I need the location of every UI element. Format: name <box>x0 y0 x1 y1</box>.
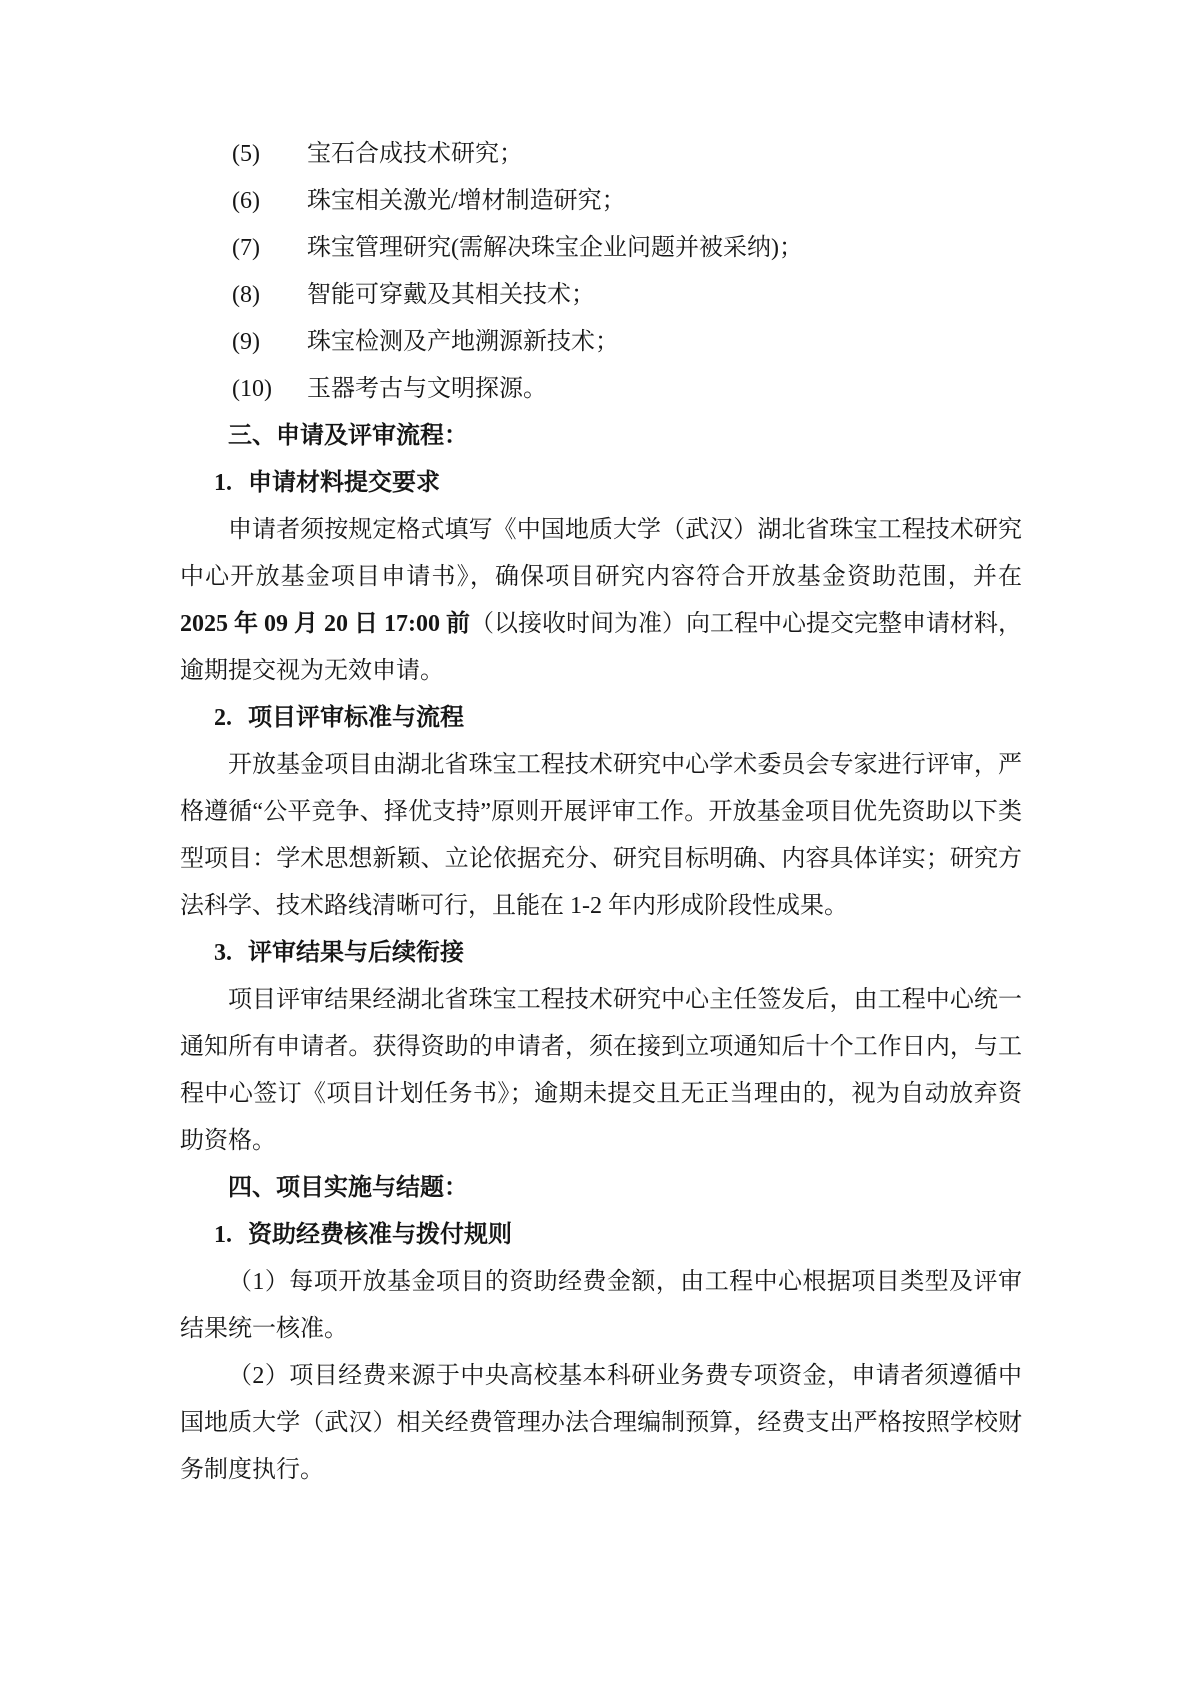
subsection-title: 评审结果与后续衔接 <box>248 940 464 966</box>
list-item-text: 智能可穿戴及其相关技术； <box>307 282 595 308</box>
paragraph-funding-source: （2）项目经费来源于中央高校基本科研业务费专项资金，申请者须遵循中国地质大学（武汉）相关经费管理办法合理编制预算，经费支出严格按照学校财务制度执行。 <box>180 1363 1022 1483</box>
list-item-number: (5) <box>232 141 260 167</box>
list-item-text: 玉器考古与文明探源。 <box>307 376 547 402</box>
section-application-review <box>180 413 1022 1165</box>
paragraph-review-standards: 开放基金项目由湖北省珠宝工程技术研究中心学术委员会专家进行评审，严格遵循“公平竞争、择优支持”原则开展评审工作。开放基金项目优先资助以下类型项目：学术思想新颖、立论依据充分、研究目标明确、内容具体详实；研究方法科学、技术路线清晰可行，且能在 1-2 年内形成阶段性成果。 <box>180 752 1022 919</box>
paragraph-submission-requirements <box>180 507 1022 695</box>
paragraph-review-results: 项目评审结果经湖北省珠宝工程技术研究中心主任签发后，由工程中心统一通知所有申请者。获得资助的申请者，须在接到立项通知后十个工作日内，与工程中心签订《项目计划任务书》；逾期未提交且无正当理由的，视为自动放弃资助资格。 <box>180 987 1022 1154</box>
document-body <box>180 131 1022 1494</box>
list-item <box>180 366 1022 413</box>
subsection-heading <box>180 460 1022 507</box>
paragraph-text: 申请者须按规定格式填写《中国地质大学（武汉）湖北省珠宝工程技术研究中心开放基金项目申请书》，确保项目研究内容符合开放基金资助范围，并在 <box>180 517 1022 590</box>
section-heading: 三、申请及评审流程： <box>228 423 468 449</box>
section-heading: 四、项目实施与结题： <box>228 1175 468 1201</box>
subsection-number: 3. <box>214 940 232 966</box>
section-implementation <box>180 1165 1022 1494</box>
list-item <box>180 272 1022 319</box>
paragraph-text: （以接收时间为准）向工程中心提交完整申请材料，逾期提交视为无效申请。 <box>180 611 1022 684</box>
deadline-bold-text: 2025 年 09 月 20 日 17:00 前 <box>180 611 470 637</box>
subsection-title: 项目评审标准与流程 <box>248 705 464 731</box>
list-item-text: 珠宝相关激光/增材制造研究； <box>307 188 626 214</box>
list-item-number: (9) <box>232 329 260 355</box>
subsection-number: 1. <box>214 1222 232 1248</box>
subsection-title: 资助经费核准与拨付规则 <box>248 1222 512 1248</box>
list-item-number: (8) <box>232 282 260 308</box>
list-item <box>180 178 1022 225</box>
list-item-text: 珠宝检测及产地溯源新技术； <box>307 329 619 355</box>
subsection-heading <box>180 695 1022 742</box>
subsection-heading <box>180 1212 1022 1259</box>
list-item-number: (7) <box>232 235 260 261</box>
list-item-number: (6) <box>232 188 260 214</box>
subsection-number: 2. <box>214 705 232 731</box>
subsection-heading <box>180 930 1022 977</box>
list-item <box>180 225 1022 272</box>
paragraph-funding-approval: （1）每项开放基金项目的资助经费金额，由工程中心根据项目类型及评审结果统一核准。 <box>180 1269 1022 1342</box>
list-item <box>180 131 1022 178</box>
list-item-number: (10) <box>232 376 272 402</box>
list-item <box>180 319 1022 366</box>
subsection-title: 申请材料提交要求 <box>248 470 440 496</box>
numbered-list <box>180 131 1022 413</box>
list-item-text: 珠宝管理研究(需解决珠宝企业问题并被采纳)； <box>307 235 803 261</box>
list-item-text: 宝石合成技术研究； <box>307 141 523 167</box>
subsection-number: 1. <box>214 470 232 496</box>
